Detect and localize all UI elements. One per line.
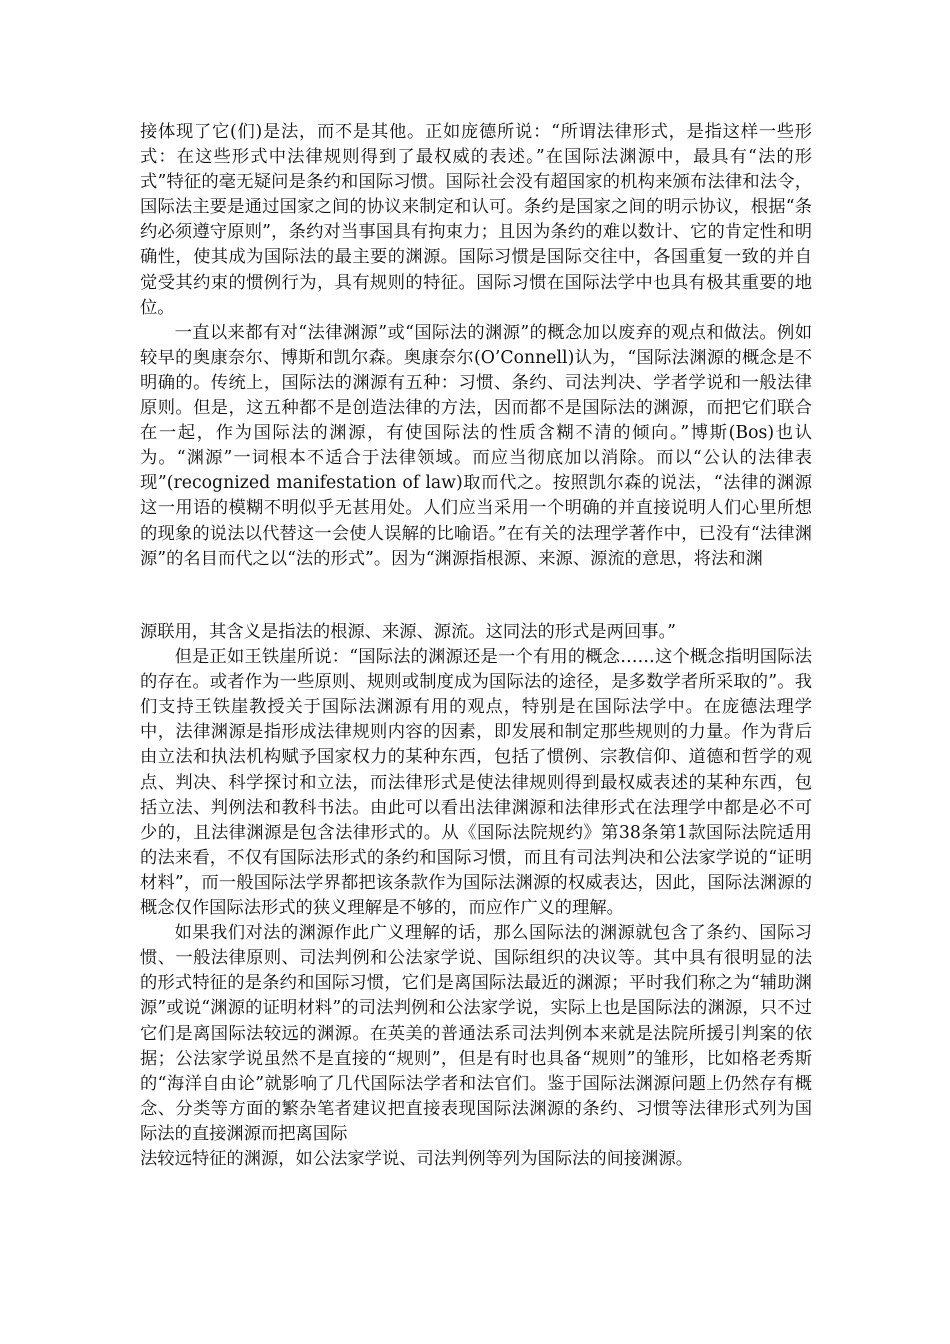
- paragraph-legal-form-continuation: 接体现了它(们)是法，而不是其他。正如庞德所说：“所谓法律形式，是指这样一些形式：在这些形式中法律规则得到了最权威的表述。”在国际法渊源中，最具有“法的形式”特征的毫无疑问是条约和国际习惯。国际社会没有超国家的机构来颁布法律和法令，国际法主要是通过国家之间的协议来制定和认可。条约是国家之间的明示协议，根据“条约必须遵守原则”，条约对当事国具有拘束力；且因为条约的难以数计、它的肯定性和明确性，使其成为国际法的最主要的渊源。国际习惯是国际交往中，各国重复一致的并自觉受其约束的惯例行为，具有规则的特征。国际习惯在国际法学中也具有极其重要的地位。: [140, 122, 812, 318]
- paragraph-abandon-sources-view: 一直以来都有对“法律渊源”或“国际法的渊源”的概念加以废弃的观点和做法。例如较早的奥康奈尔、博斯和凯尔森。奥康奈尔(O’Connell)认为，“国际法渊源的概念是不明确的。传统上，国际法的渊源有五种：习惯、条约、司法判决、学者学说和一般法律原则。但是，这五种都不是创造法律的方法，因而都不是国际法的渊源，而把它们联合在一起，作为国际法的渊源，有使国际法的性质含糊不清的倾向。”博斯(Bos)也认为。“渊源”一词根本不适合于法律领域。而应当彻底加以消除。而以“公认的法律表现”(recognized manifestation of law)取而代之。按照凯尔森的说法，“法律的渊源这一用语的模糊不明似乎无甚用处。人们应当采用一个明确的并直接说明人们心里所想的现象的说法以代替这一会使人误解的比喻语。”在有关的法理学著作中，已没有“法律渊源”的名目而代之以“法的形式”。因为“渊源指根源、来源、源流的意思，将法和渊: [140, 322, 812, 569]
- paragraph-sources-continuation: 源联用，其含义是指法的根源、来源、源流。这同法的形式是两回事。”: [140, 622, 676, 642]
- paragraph-wang-tieya-view: 但是正如王铁崖所说：“国际法的渊源还是一个有用的概念……这个概念指明国际法的存在。或者作为一些原则、规则或制度成为国际法的途径，是多数学者所采取的”。我们支持王铁崖教授关于国际法渊源有用的观点，特别是在国际法学中。在庞德法理学中，法律渊源是指形成法律规则内容的因素，即发展和制定那些规则的力量。作为背后由立法和执法机构赋予国家权力的某种东西，包括了惯例、宗教信仰、道德和哲学的观点、判决、科学探讨和立法，而法律形式是使法律规则得到最权威表述的某种东西，包括立法、判例法和教科书法。由此可以看出法律渊源和法律形式在法理学中都是必不可少的，且法律渊源是包含法律形式的。从《国际法院规约》第38条第1款国际法院适用的法来看，不仅有国际法形式的条约和国际习惯，而且有司法判决和公法家学说的“证明材料”，而一般国际法学界都把该条款作为国际法渊源的权威表达，因此，国际法渊源的概念仅作国际法形式的狭义理解是不够的，而应作广义的理解。: [140, 647, 812, 919]
- paragraph-broad-understanding: 如果我们对法的渊源作此广义理解的话，那么国际法的渊源就包含了条约、国际习惯、一般法律原则、司法判例和公法家学说、国际组织的决议等。其中具有很明显的法的形式特征的是条约和国际习惯，它们是离国际法最近的渊源；平时我们称之为“辅助渊源”或说“渊源的证明材料”的司法判例和公法家学说，实际上也是国际法的渊源，只不过它们是离国际法较远的渊源。在英美的普通法系司法判例本来就是法院所援引判案的依据；公法家学说虽然不是直接的“规则”，但是有时也具备“规则”的雏形，比如格老秀斯的“海洋自由论”就影响了几代国际法学者和法官们。鉴于国际法渊源问题上仍然存有概念、分类等方面的繁杂笔者建议把直接表现国际法渊源的条约、习惯等法律形式列为国际法的直接渊源而把离国际: [140, 923, 812, 1144]
- text-block-upper: [140, 120, 812, 572]
- paragraph-indirect-sources: 法较远特征的渊源，如公法家学说、司法判例等列为国际法的间接渊源。: [140, 1148, 694, 1169]
- text-block-lower: [140, 620, 812, 1172]
